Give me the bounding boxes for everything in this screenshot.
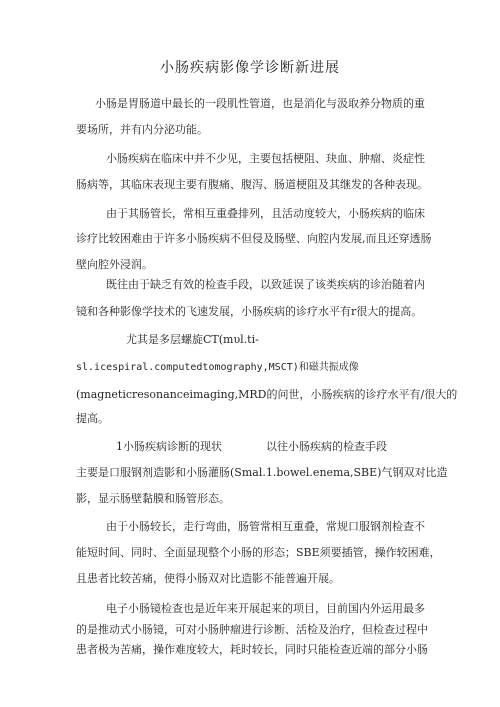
section-heading: 1小肠疾病诊断的现状 bbox=[116, 440, 222, 453]
paragraph-line: 镜和各种影像学技术的飞速发展，小肠疾病的诊疗水平有r很大的提高。 bbox=[76, 305, 423, 318]
paragraph-line: 电子小肠镜检查也是近年来开展起来的项目，目前国内外运用最多 bbox=[106, 602, 425, 615]
paragraph-line: (magneticresonanceimaging,MRD的问世，小肠疾病的诊疗水平有/很大的 bbox=[76, 388, 458, 401]
paragraph-line: 小肠是胃肠道中最长的一段肌性管道，也是消化与汲取养分物质的重 bbox=[95, 97, 425, 110]
paragraph-line: 壁向腔外浸润。 bbox=[76, 258, 153, 271]
paragraph-line: 诊疗比较困难由于许多小肠疾病不但侵及肠壁、向腔内发展,而且还穿透肠 bbox=[76, 232, 432, 245]
paragraph-line: 以往小肠疾病的检查手段 bbox=[266, 440, 387, 453]
paragraph-line: 且患者比较苦痛，使得小肠双对比造影不能普遍开展。 bbox=[76, 572, 340, 585]
paragraph-line: 影，显示肠壁黏膜和肠管形态。 bbox=[76, 492, 230, 505]
paragraph-line: 小肠疾病在临床中并不少见，主要包括梗阻、玦血、肿瘤、炎症性 bbox=[106, 152, 425, 165]
paragraph-line: 由于其肠管长，常相互重叠排列，且活动度较大，小肠疾病的临床 bbox=[106, 207, 425, 220]
paragraph-line: 要场所，并有内分泌功能。 bbox=[76, 123, 208, 136]
paragraph-line: 主要是口服钢剂造影和小肠灌肠(Smal.1.bowel.enema,SBE)气钢双对比造 bbox=[76, 466, 448, 479]
paragraph-line: 能短时间、同时、全面显现整个小肠的形态；SBE须要插管，操作较困难， bbox=[76, 546, 441, 559]
paragraph-line: sl.icespiral.computedtomography,MSCT)和磁共振成像 bbox=[76, 362, 359, 373]
paragraph-line: 尤其是多层螺旋CT(mυl.ti- bbox=[126, 333, 259, 346]
paragraph-line: 肠病等，其临床表现主要有腹痛、腹泻、肠道梗阻及其继发的各种表现。 bbox=[76, 178, 428, 191]
paragraph-line: 的是推动式小肠镜，可对小肠肿瘤进行诊断、活检及治疗，但检查过程中 bbox=[76, 623, 428, 636]
paragraph-line: 由于小肠较长，走行弯曲，肠管常相互重叠，常规口服钢剂检查不 bbox=[106, 520, 425, 533]
paragraph-line: 提高。 bbox=[76, 412, 109, 425]
page-title: 小肠疾病影像学诊断新进展 bbox=[160, 60, 340, 76]
paragraph-line: 患者极为苦痛，操作难度较大，耗时较长，同时只能检查近端的部分小肠 bbox=[76, 643, 428, 656]
paragraph-line: 既往由于缺乏有效的检查手段，以致延误了该类疾病的诊治随着内 bbox=[106, 278, 425, 291]
